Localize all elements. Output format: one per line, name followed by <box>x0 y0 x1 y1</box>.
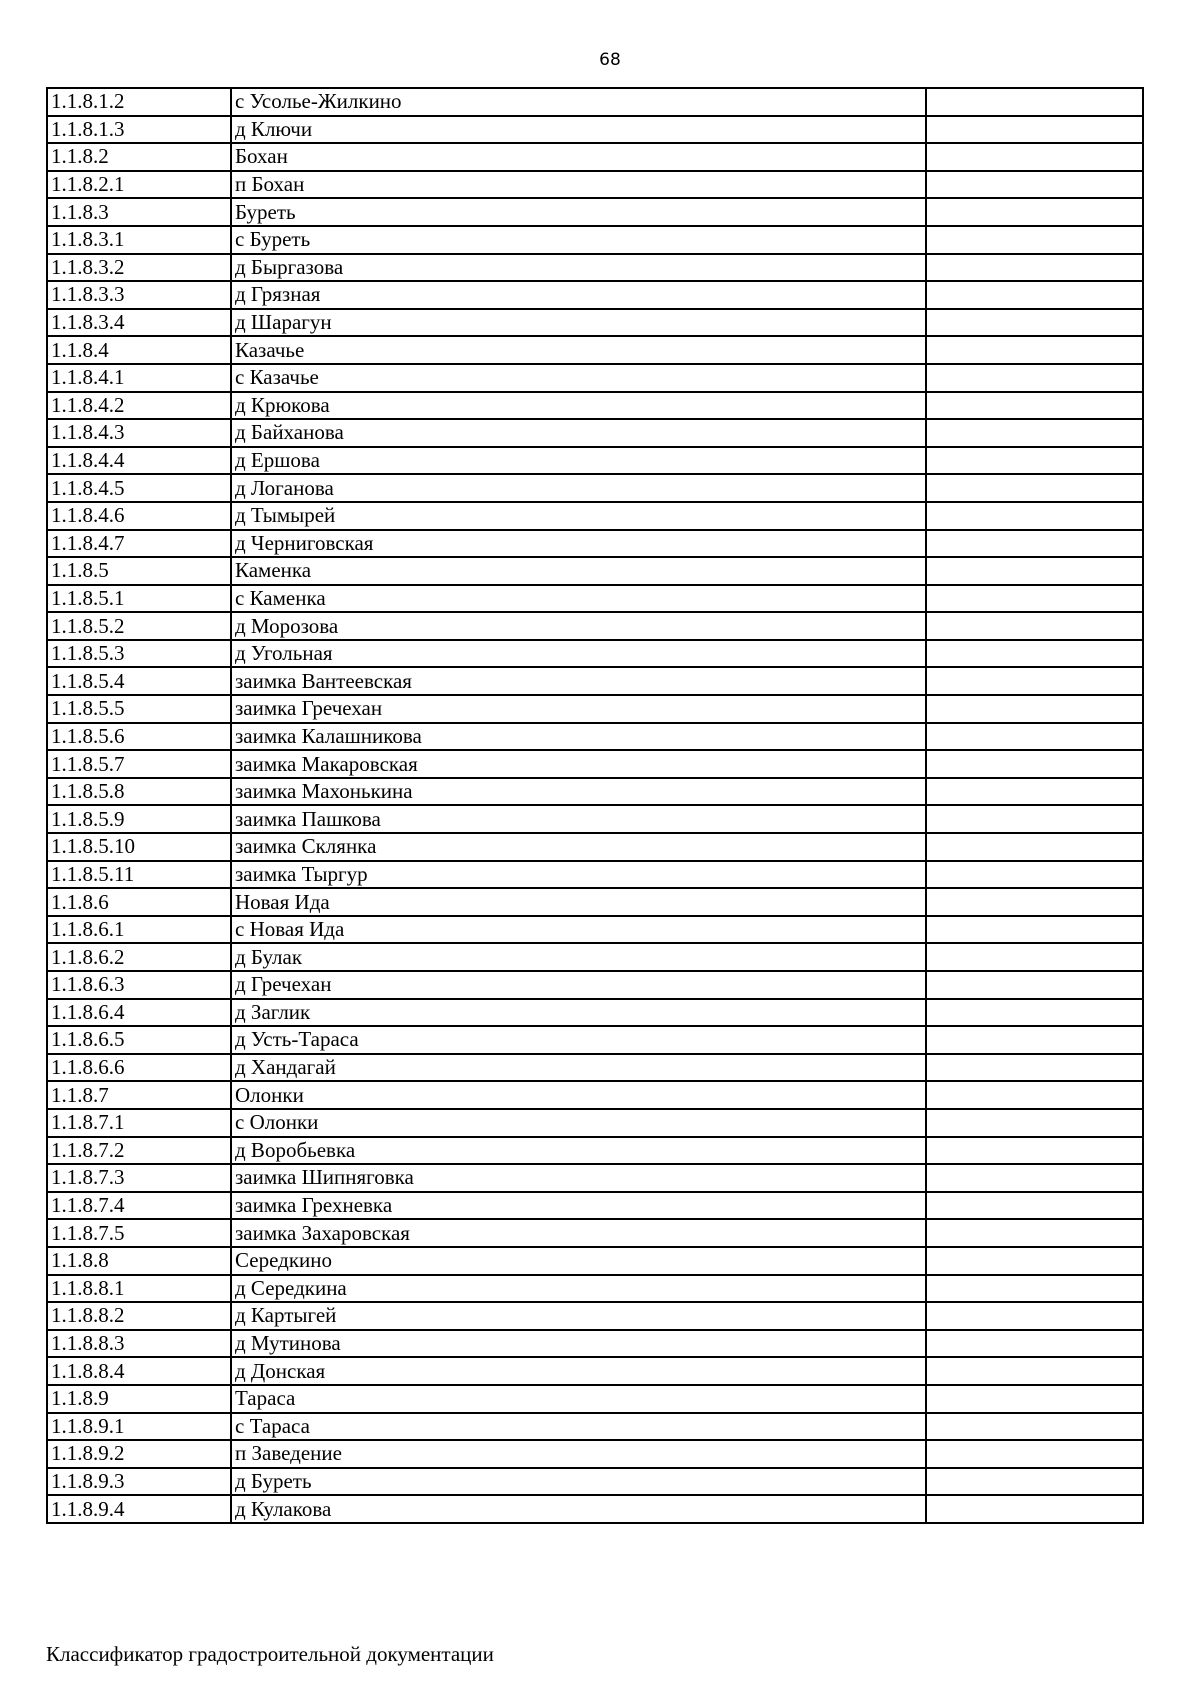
extra-cell <box>926 888 1143 916</box>
page-number: 68 <box>599 50 621 70</box>
table-row <box>47 143 1143 171</box>
name-cell: с Каменка <box>231 585 926 613</box>
table-row <box>47 833 1143 861</box>
name-cell: Тараса <box>231 1385 926 1413</box>
code-cell: 1.1.8.4.6 <box>47 502 231 530</box>
extra-cell <box>926 1054 1143 1082</box>
code-cell: 1.1.8.5.8 <box>47 778 231 806</box>
code-cell: 1.1.8.5.4 <box>47 667 231 695</box>
code-cell: 1.1.8.1.2 <box>47 88 231 116</box>
name-cell: д Морозова <box>231 612 926 640</box>
name-cell: д Логанова <box>231 474 926 502</box>
name-cell: д Заглик <box>231 999 926 1027</box>
extra-cell <box>926 116 1143 144</box>
code-cell: 1.1.8.5.2 <box>47 612 231 640</box>
name-cell: д Байханова <box>231 419 926 447</box>
extra-cell <box>926 778 1143 806</box>
extra-cell <box>926 88 1143 116</box>
code-cell: 1.1.8.5.1 <box>47 585 231 613</box>
extra-cell <box>926 750 1143 778</box>
table-row <box>47 226 1143 254</box>
code-cell: 1.1.8.5.3 <box>47 640 231 668</box>
table-row <box>47 1440 1143 1468</box>
table-row <box>47 557 1143 585</box>
name-cell: заимка Вантеевская <box>231 667 926 695</box>
table-row <box>47 1275 1143 1303</box>
table-row <box>47 1081 1143 1109</box>
name-cell: д Грязная <box>231 281 926 309</box>
name-cell: д Крюкова <box>231 392 926 420</box>
name-cell: с Олонки <box>231 1109 926 1137</box>
code-cell: 1.1.8.3.2 <box>47 254 231 282</box>
name-cell: заимка Грехневка <box>231 1192 926 1220</box>
code-cell: 1.1.8.4 <box>47 336 231 364</box>
code-cell: 1.1.8.1.3 <box>47 116 231 144</box>
table-row <box>47 778 1143 806</box>
extra-cell <box>926 1026 1143 1054</box>
code-cell: 1.1.8.3.4 <box>47 309 231 337</box>
extra-cell <box>926 1247 1143 1275</box>
name-cell: д Ключи <box>231 116 926 144</box>
table-row <box>47 309 1143 337</box>
extra-cell <box>926 971 1143 999</box>
extra-cell <box>926 1440 1143 1468</box>
table-row <box>47 585 1143 613</box>
code-cell: 1.1.8.6.1 <box>47 916 231 944</box>
extra-cell <box>926 640 1143 668</box>
name-cell: с Буреть <box>231 226 926 254</box>
table-row <box>47 1219 1143 1247</box>
code-cell: 1.1.8.5.11 <box>47 861 231 889</box>
table-row <box>47 861 1143 889</box>
table-row <box>47 612 1143 640</box>
extra-cell <box>926 474 1143 502</box>
table-row <box>47 1026 1143 1054</box>
table-row <box>47 750 1143 778</box>
name-cell: заимка Склянка <box>231 833 926 861</box>
table-row <box>47 171 1143 199</box>
extra-cell <box>926 1357 1143 1385</box>
code-cell: 1.1.8.7.1 <box>47 1109 231 1137</box>
classifier-table-body <box>47 88 1143 1523</box>
extra-cell <box>926 419 1143 447</box>
table-row <box>47 1054 1143 1082</box>
name-cell: Буреть <box>231 198 926 226</box>
extra-cell <box>926 309 1143 337</box>
name-cell: д Хандагай <box>231 1054 926 1082</box>
code-cell: 1.1.8.9.4 <box>47 1495 231 1523</box>
name-cell: заимка Шипняговка <box>231 1164 926 1192</box>
code-cell: 1.1.8.6.6 <box>47 1054 231 1082</box>
table-row <box>47 943 1143 971</box>
extra-cell <box>926 1330 1143 1358</box>
code-cell: 1.1.8.9.1 <box>47 1413 231 1441</box>
name-cell: заимка Захаровская <box>231 1219 926 1247</box>
name-cell: д Картыгей <box>231 1302 926 1330</box>
extra-cell <box>926 667 1143 695</box>
code-cell: 1.1.8.8.2 <box>47 1302 231 1330</box>
table-row <box>47 198 1143 226</box>
name-cell: п Заведение <box>231 1440 926 1468</box>
name-cell: заимка Макаровская <box>231 750 926 778</box>
extra-cell <box>926 585 1143 613</box>
table-row <box>47 530 1143 558</box>
table-row <box>47 1164 1143 1192</box>
extra-cell <box>926 1385 1143 1413</box>
code-cell: 1.1.8.7 <box>47 1081 231 1109</box>
extra-cell <box>926 1495 1143 1523</box>
extra-cell <box>926 805 1143 833</box>
code-cell: 1.1.8.5 <box>47 557 231 585</box>
table-row <box>47 695 1143 723</box>
name-cell: заимка Тыргур <box>231 861 926 889</box>
name-cell: д Шарагун <box>231 309 926 337</box>
extra-cell <box>926 226 1143 254</box>
name-cell: д Середкина <box>231 1275 926 1303</box>
code-cell: 1.1.8.2.1 <box>47 171 231 199</box>
table-row <box>47 254 1143 282</box>
table-row <box>47 419 1143 447</box>
code-cell: 1.1.8.7.2 <box>47 1137 231 1165</box>
extra-cell <box>926 171 1143 199</box>
code-cell: 1.1.8.5.6 <box>47 723 231 751</box>
extra-cell <box>926 198 1143 226</box>
name-cell: заимка Махонькина <box>231 778 926 806</box>
extra-cell <box>926 1137 1143 1165</box>
extra-cell <box>926 143 1143 171</box>
extra-cell <box>926 1192 1143 1220</box>
code-cell: 1.1.8.6 <box>47 888 231 916</box>
table-row <box>47 281 1143 309</box>
name-cell: д Буреть <box>231 1468 926 1496</box>
name-cell: Олонки <box>231 1081 926 1109</box>
code-cell: 1.1.8.4.3 <box>47 419 231 447</box>
code-cell: 1.1.8.4.2 <box>47 392 231 420</box>
table-row <box>47 1137 1143 1165</box>
extra-cell <box>926 612 1143 640</box>
code-cell: 1.1.8.6.2 <box>47 943 231 971</box>
extra-cell <box>926 502 1143 530</box>
name-cell: п Бохан <box>231 171 926 199</box>
code-cell: 1.1.8.4.4 <box>47 447 231 475</box>
name-cell: с Тараса <box>231 1413 926 1441</box>
name-cell: д Ершова <box>231 447 926 475</box>
name-cell: с Казачье <box>231 364 926 392</box>
table-row <box>47 1357 1143 1385</box>
extra-cell <box>926 943 1143 971</box>
extra-cell <box>926 336 1143 364</box>
table-row <box>47 474 1143 502</box>
table-row <box>47 1302 1143 1330</box>
name-cell: с Усолье-Жилкино <box>231 88 926 116</box>
code-cell: 1.1.8.4.1 <box>47 364 231 392</box>
table-row <box>47 723 1143 751</box>
table-row <box>47 502 1143 530</box>
extra-cell <box>926 916 1143 944</box>
extra-cell <box>926 1275 1143 1303</box>
code-cell: 1.1.8.8.3 <box>47 1330 231 1358</box>
table-row <box>47 888 1143 916</box>
name-cell: заимка Гречехан <box>231 695 926 723</box>
table-row <box>47 88 1143 116</box>
table-row <box>47 116 1143 144</box>
code-cell: 1.1.8.7.4 <box>47 1192 231 1220</box>
code-cell: 1.1.8.8 <box>47 1247 231 1275</box>
code-cell: 1.1.8.2 <box>47 143 231 171</box>
code-cell: 1.1.8.7.5 <box>47 1219 231 1247</box>
name-cell: с Новая Ида <box>231 916 926 944</box>
name-cell: д Воробьевка <box>231 1137 926 1165</box>
code-cell: 1.1.8.9.3 <box>47 1468 231 1496</box>
table-row <box>47 1385 1143 1413</box>
extra-cell <box>926 281 1143 309</box>
name-cell: Середкино <box>231 1247 926 1275</box>
classifier-table <box>46 87 1144 1524</box>
code-cell: 1.1.8.4.5 <box>47 474 231 502</box>
name-cell: д Мутинова <box>231 1330 926 1358</box>
extra-cell <box>926 1164 1143 1192</box>
code-cell: 1.1.8.3 <box>47 198 231 226</box>
extra-cell <box>926 447 1143 475</box>
name-cell: д Черниговская <box>231 530 926 558</box>
table-row <box>47 447 1143 475</box>
code-cell: 1.1.8.8.1 <box>47 1275 231 1303</box>
footer-caption: Классификатор градостроительной документации <box>46 1642 494 1666</box>
table-row <box>47 999 1143 1027</box>
table-row <box>47 1247 1143 1275</box>
extra-cell <box>926 695 1143 723</box>
extra-cell <box>926 861 1143 889</box>
name-cell: Каменка <box>231 557 926 585</box>
code-cell: 1.1.8.9.2 <box>47 1440 231 1468</box>
table-row <box>47 1413 1143 1441</box>
table-row <box>47 667 1143 695</box>
name-cell: д Булак <box>231 943 926 971</box>
table-row <box>47 1192 1143 1220</box>
name-cell: д Тымырей <box>231 502 926 530</box>
name-cell: Бохан <box>231 143 926 171</box>
extra-cell <box>926 1413 1143 1441</box>
extra-cell <box>926 254 1143 282</box>
code-cell: 1.1.8.9 <box>47 1385 231 1413</box>
name-cell: д Кулакова <box>231 1495 926 1523</box>
table-row <box>47 1495 1143 1523</box>
name-cell: д Усть-Тараса <box>231 1026 926 1054</box>
table-row <box>47 336 1143 364</box>
code-cell: 1.1.8.7.3 <box>47 1164 231 1192</box>
code-cell: 1.1.8.6.5 <box>47 1026 231 1054</box>
name-cell: Новая Ида <box>231 888 926 916</box>
extra-cell <box>926 364 1143 392</box>
table-row <box>47 805 1143 833</box>
table-row <box>47 1330 1143 1358</box>
extra-cell <box>926 557 1143 585</box>
extra-cell <box>926 1468 1143 1496</box>
name-cell: Казачье <box>231 336 926 364</box>
extra-cell <box>926 999 1143 1027</box>
extra-cell <box>926 1302 1143 1330</box>
name-cell: заимка Пашкова <box>231 805 926 833</box>
code-cell: 1.1.8.8.4 <box>47 1357 231 1385</box>
code-cell: 1.1.8.3.3 <box>47 281 231 309</box>
code-cell: 1.1.8.5.7 <box>47 750 231 778</box>
table-row <box>47 971 1143 999</box>
extra-cell <box>926 392 1143 420</box>
code-cell: 1.1.8.5.5 <box>47 695 231 723</box>
name-cell: д Быргазова <box>231 254 926 282</box>
table-row <box>47 364 1143 392</box>
code-cell: 1.1.8.3.1 <box>47 226 231 254</box>
code-cell: 1.1.8.5.9 <box>47 805 231 833</box>
extra-cell <box>926 1081 1143 1109</box>
name-cell: д Гречехан <box>231 971 926 999</box>
table-row <box>47 916 1143 944</box>
code-cell: 1.1.8.6.4 <box>47 999 231 1027</box>
table-row <box>47 1109 1143 1137</box>
extra-cell <box>926 1219 1143 1247</box>
extra-cell <box>926 723 1143 751</box>
name-cell: заимка Калашникова <box>231 723 926 751</box>
code-cell: 1.1.8.4.7 <box>47 530 231 558</box>
extra-cell <box>926 530 1143 558</box>
extra-cell <box>926 1109 1143 1137</box>
extra-cell <box>926 833 1143 861</box>
table-row <box>47 1468 1143 1496</box>
table-row <box>47 392 1143 420</box>
name-cell: д Угольная <box>231 640 926 668</box>
code-cell: 1.1.8.5.10 <box>47 833 231 861</box>
name-cell: д Донская <box>231 1357 926 1385</box>
code-cell: 1.1.8.6.3 <box>47 971 231 999</box>
table-row <box>47 640 1143 668</box>
